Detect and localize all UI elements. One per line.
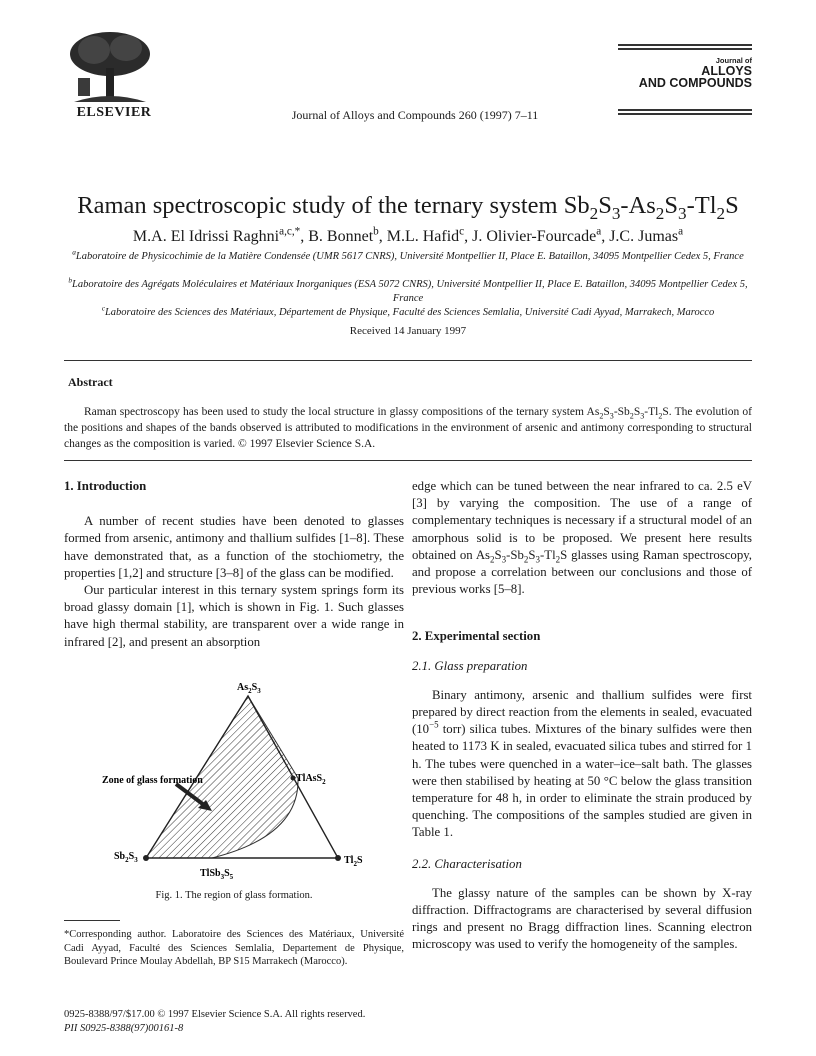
article-title: Raman spectroscopic study of the ternary system $Sb_2S_3-As_2S_3-Tl_2S$ (77, 192, 739, 223)
label-tlsb3s5: $TlSb_3S_5$ (200, 868, 234, 881)
intro-paragraph-cont: edge which can be tuned between the near infrared to ca. 2.5 eV [3] by varying the composition. The use of a range of complementary techniques is necessary if a structural model of an amorphous solid is to be proposed. We present here results obtained on $As_2S_3-Sb_2S_3-Tl_2S$ glasses using Raman spectroscopy, and propose a correlation between our conclusions and those of previous works [5–8]. (412, 479, 752, 597)
issn-line: 0925-8388/97/$17.00 © 1997 Elsevier Science S.A. All rights reserved. (64, 1009, 366, 1020)
rule-top (64, 360, 752, 361)
label-sb2s3: $Sb_2S_3$ (114, 851, 138, 864)
abstract-heading: Abstract (68, 375, 113, 389)
brand-small: Journal of (715, 56, 752, 65)
right-column (412, 478, 752, 954)
subsection-glass-prep: 2.1. Glass preparation (412, 658, 528, 673)
vertex-tl2s (335, 855, 341, 861)
experimental-heading: 2. Experimental section (412, 629, 541, 644)
subsection-characterisation: 2.2. Characterisation (412, 856, 522, 871)
left-column (64, 478, 404, 651)
brand-line1: ALLOYS (701, 64, 752, 78)
footnote: *Corresponding author. Laboratoire des Sciences des Matériaux, Université Cadi Ayyad, Faculté des Sciences Semlalia, Departement de Physique, Boulevard Prince Moulay Abdellah, BP S15 Marrakech (Marocco). (64, 929, 404, 967)
bottom-info (64, 1008, 365, 1035)
label-as2s3: $As_2S_3$ (237, 682, 261, 695)
abstract-text: Raman spectroscopy has been used to study the local structure in glassy compositions of the ternary system $As_2S_3-Sb_2S_3-Tl_2S$. The evolution of the positions and shapes of the bands observed is attributed to modifications in the environment of arsenic and antimony corresponding to structural changes as the composition is varied. © 1997 Elsevier Science S.A. (64, 406, 752, 450)
intro-paragraph-1: A number of recent studies have been denoted to glasses formed from arsenic, antimony and thallium sulfides [1–8]. These have demonstrated that, as a function of the stochiometry, the properties [1,2] and structure [3–8] of the glass can be modified. (64, 514, 404, 580)
author-list: M.A. El Idrissi Raghni$^{a,c,*}$, B. Bonnet$^b$, M.L. Hafid$^c$, J. Olivier-Fourcade$^a$, J.C. Jumas$^a$ (132, 225, 684, 245)
label-tlass2: TlAsS$_2$ (296, 773, 326, 786)
intro-paragraph-2: Our particular interest in this ternary system springs form its broad glassy domain [1], which is shown in Fig. 1. Such glasses have high thermal stability, are transparent over a wide range in infrared [2], and present an absorption (64, 583, 404, 649)
affiliation-b: $^b$Laboratoire des Agrégats Moléculaires et Matériaux Inorganiques (ESA 5072 CNRS), Université Montpellier II, Place E. Bataillon, 34095 Montpellier Cedex 5, France (68, 275, 748, 304)
ternary-diagram (100, 676, 380, 886)
vertex-sb2s3 (143, 855, 149, 861)
point-tlass2 (291, 776, 296, 781)
rule-bottom (64, 460, 752, 461)
figure-caption: Fig. 1. The region of glass formation. (155, 890, 313, 901)
intro-heading: 1. Introduction (64, 479, 147, 493)
label-zone: Zone of glass formation (102, 775, 203, 786)
footnote-rule (64, 920, 120, 921)
elsevier-tree-logo (64, 30, 156, 106)
affiliation-c: $^c$Laboratoire des Sciences des Matériaux, Département de Physique, Faculté des Sciences Semlalia, Université Cadi Ayyad, Marrakech, Marocco (101, 303, 715, 318)
pii-line: PII S0925-8388(97)00161-8 (64, 1022, 184, 1034)
affiliation-a: $^a$Laboratoire de Physicochimie de la Matière Condensée (UMR 5617 CNRS), Université Montpellier II, Place E. Bataillon, 34095 Montpellier Cedex 5, France (72, 247, 744, 262)
characterisation-paragraph: The glassy nature of the samples can be shown by X-ray diffraction. Diffractograms are characterised by several diffusion rings and present no Bragg diffraction lines. Scanning electron microscopy was used to verify the homogeneity of the samples. (412, 885, 752, 952)
glass-prep-paragraph: Binary antimony, arsenic and thallium sulfides were first prepared by direct reaction from the elements in sealed, evacuated ($10^{-5}$ torr) silica tubes. Mixtures of the binary sulfides were then heated to 1173 K in sealed, evacuated silica tubes and stirred for 1 h. The tubes were quenched in a water–ice–salt bath. The glasses were then stabilised by heating at 50 °C below the glass transition temperature for 48 h, in order to eliminate the strain produced by quenching. The compositions of the samples studied are given in Table 1. (412, 687, 752, 840)
journal-brand (618, 42, 752, 117)
received-date: Received 14 January 1997 (349, 325, 467, 337)
journal-citation: Journal of Alloys and Compounds 260 (1997) 7–11 (291, 108, 539, 122)
label-tl2s: $Tl_2S$ (344, 855, 363, 868)
brand-line2: AND COMPOUNDS (638, 76, 752, 90)
publisher-name: ELSEVIER (76, 105, 152, 120)
